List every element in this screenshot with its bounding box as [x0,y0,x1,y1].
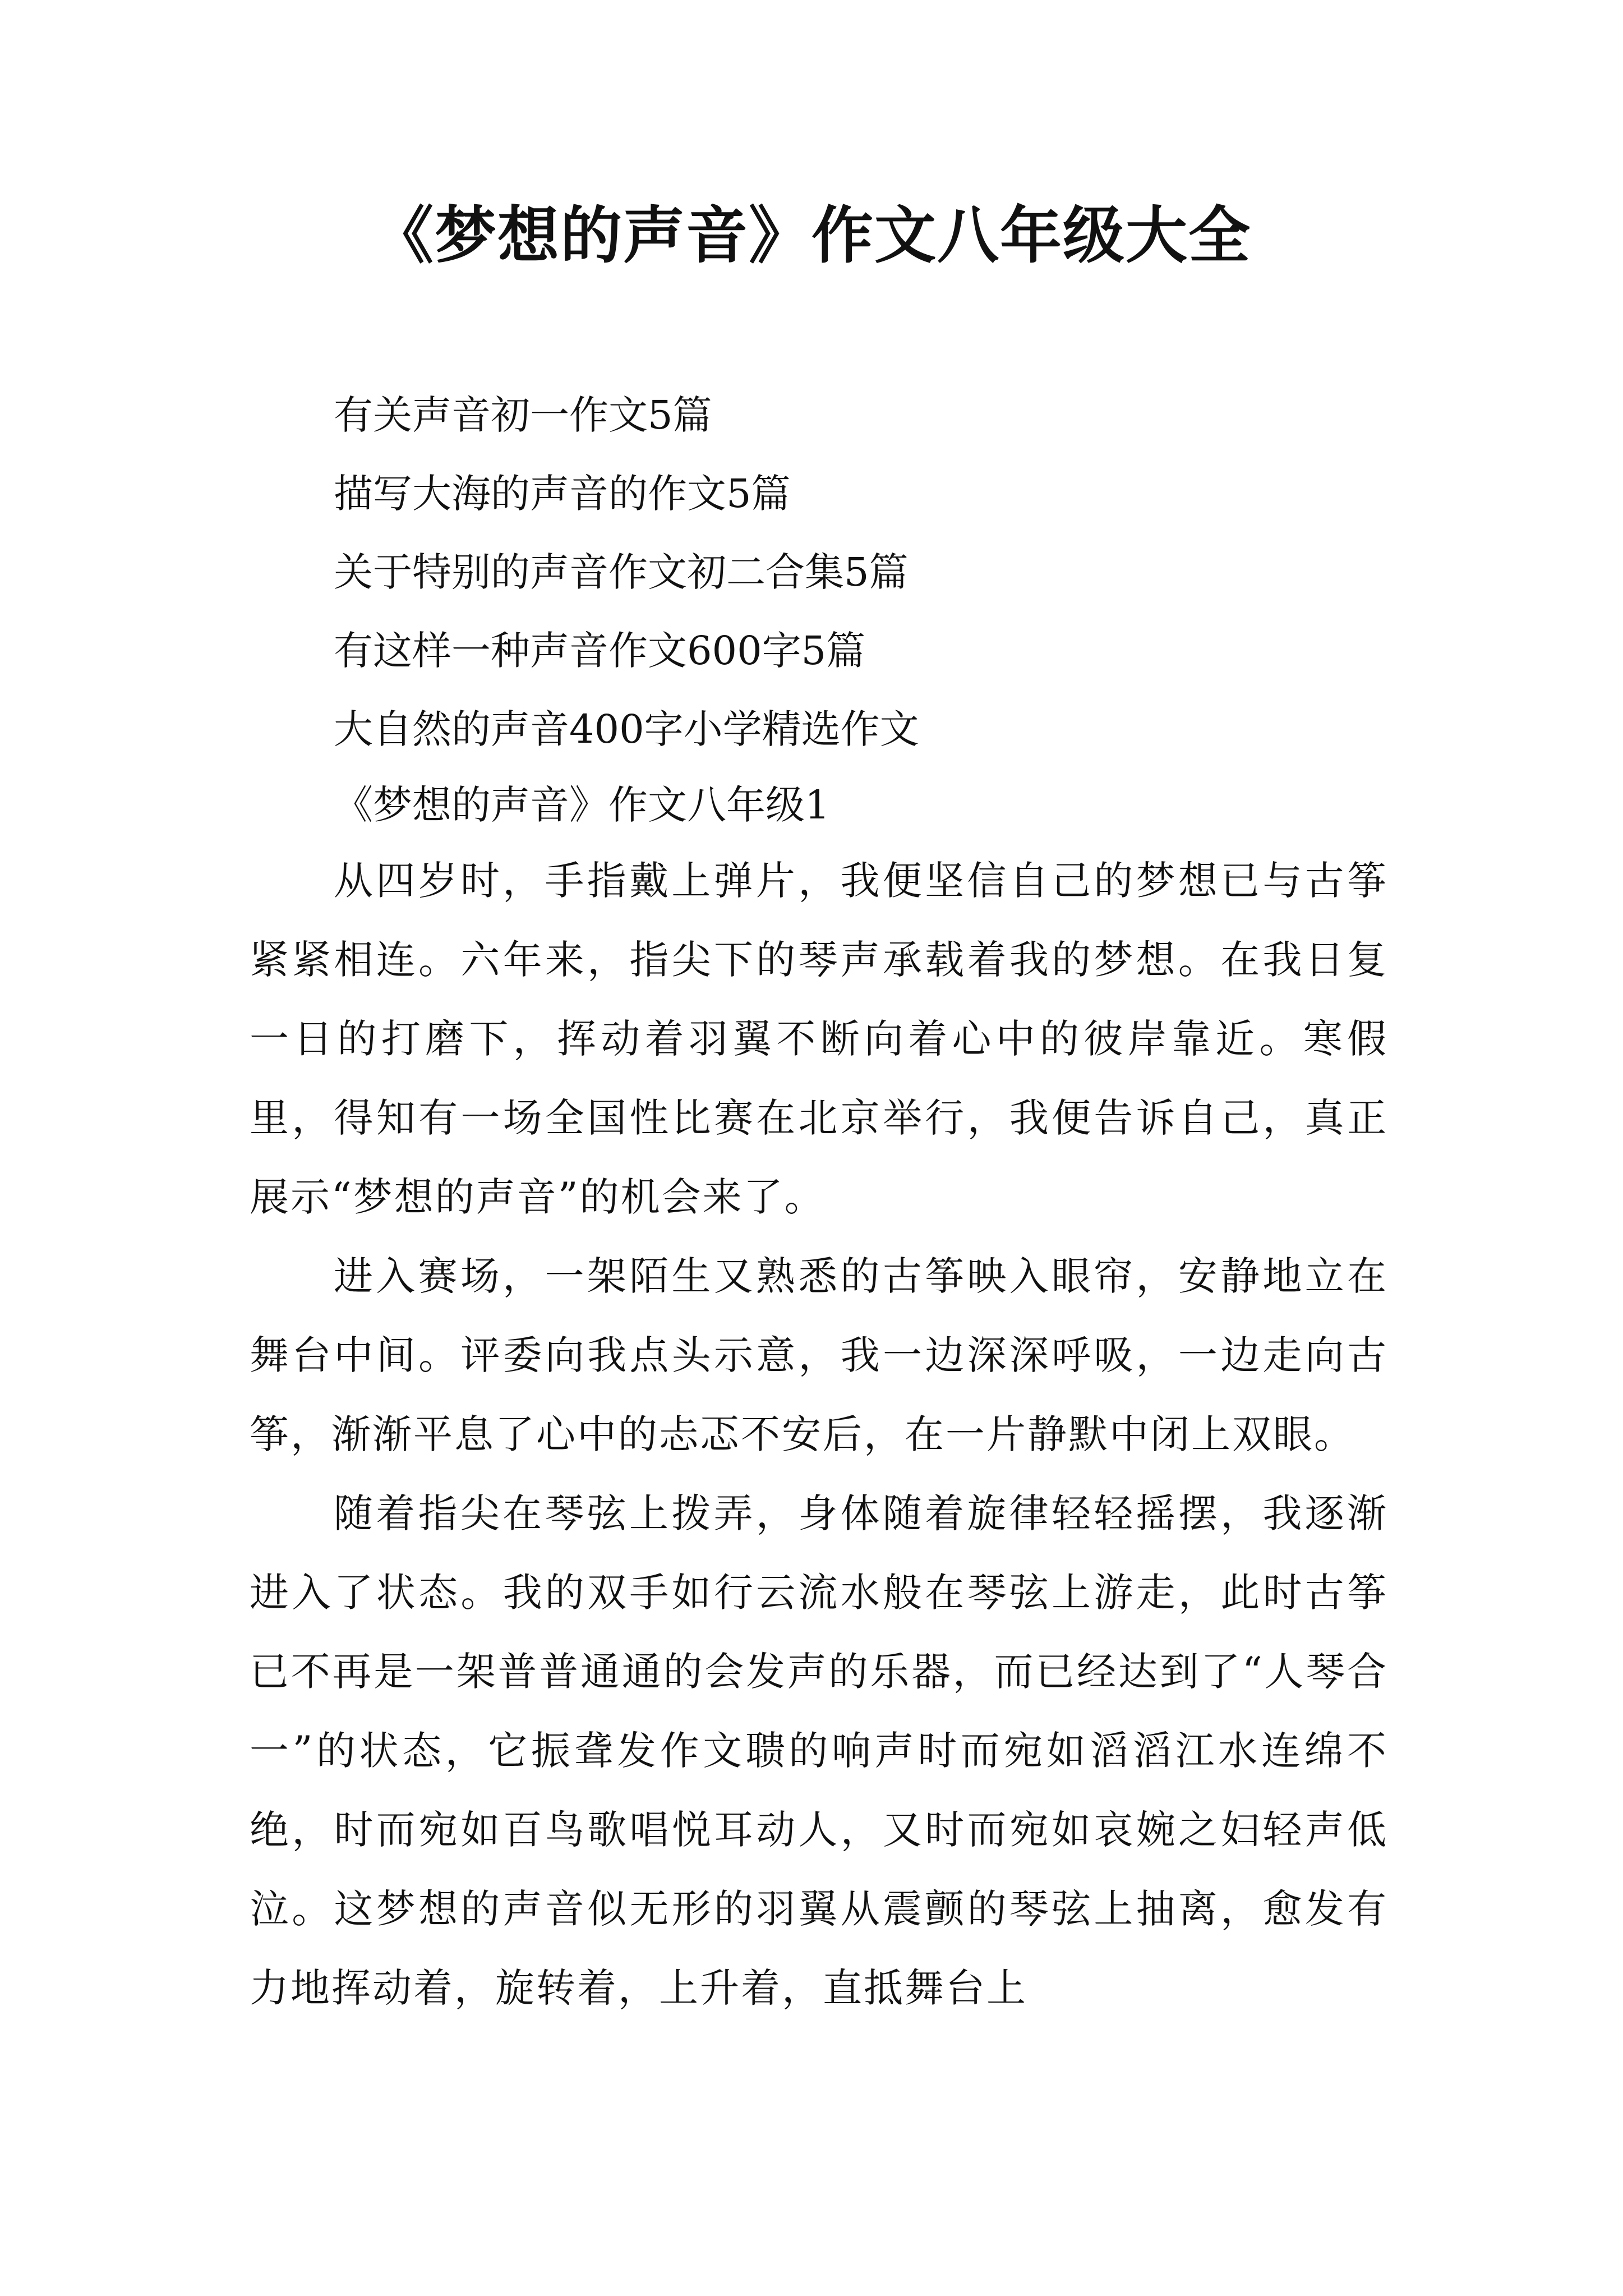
essay-body [250,841,1388,2028]
related-articles-list [334,376,1455,769]
related-article-item: 描写大海的声音的作文5篇 [334,471,791,517]
related-article-item: 有这样一种声音作文600字5篇 [334,628,866,674]
section-heading: 《梦想的声音》作文八年级1 [334,782,830,828]
paragraph: 随着指尖在琴弦上拨弄，身体随着旋律轻轻摇摆，我逐渐进入了状态。我的双手如行云流水般在琴弦上游走，此时古筝已不再是一架普普通通的会发声的乐器，而已经达到了“人琴合一”的状态，它振聋发作文聩的响声时而宛如滔滔江水连绵不绝，时而宛如百鸟歌唱悦耳动人，又时而宛如哀婉之妇轻声低泣。这梦想的声音似无形的羽翼从震颤的琴弦上抽离，愈发有力地挥动着，旋转着，上升着，直抵舞台上 [250,1490,1388,2011]
related-article-item: 有关声音初一作文5篇 [334,392,712,438]
document-title: 《梦想的声音》作文八年级大全 [372,200,1251,272]
paragraph: 从四岁时，手指戴上弹片，我便坚信自己的梦想已与古筝紧紧相连。六年来，指尖下的琴声承载着我的梦想。在我日复一日的打磨下，挥动着羽翼不断向着心中的彼岸靠近。寒假里，得知有一场全国性比赛在北京举行，我便告诉自己，真正展示“梦想的声音”的机会来了。 [250,858,1388,1220]
related-article-item: 关于特别的声音作文初二合集5篇 [334,549,909,595]
related-article-item: 大自然的声音400字小学精选作文 [334,706,919,752]
paragraph: 进入赛场，一架陌生又熟悉的古筝映入眼帘，安静地立在舞台中间。评委向我点头示意，我一边深深呼吸，一边走向古筝，渐渐平息了心中的忐忑不安后，在一片静默中闭上双眼。 [250,1253,1388,1457]
